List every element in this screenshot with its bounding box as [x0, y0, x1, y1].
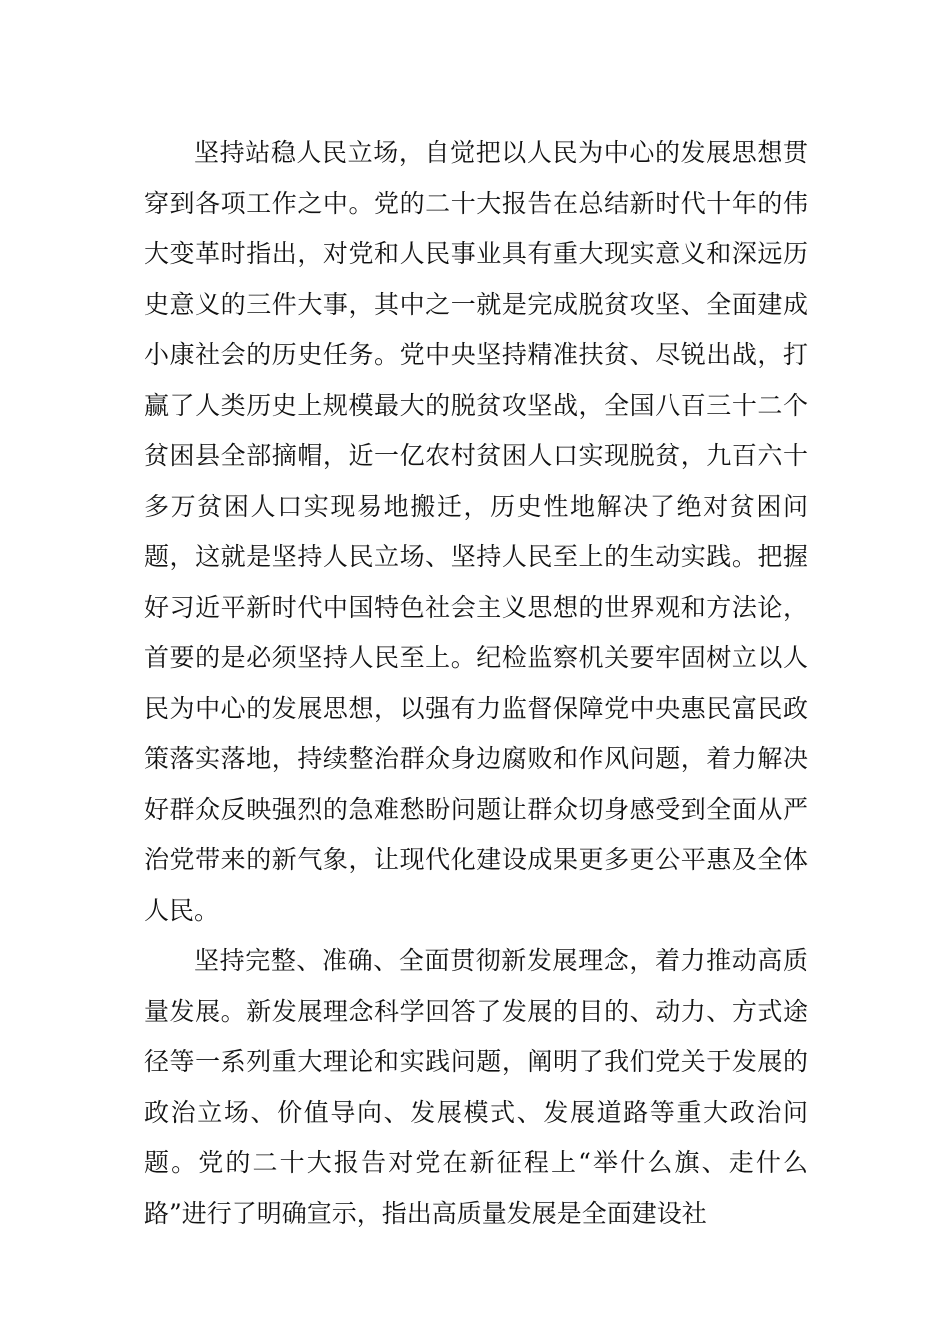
paragraph-people-centered: 坚持站稳人民立场，自觉把以人民为中心的发展思想贯穿到各项工作之中。党的二十大报告在总结新时代十年的伟大变革时指出，对党和人民事业具有重大现实意义和深远历史意义的三件大事，其中之一就是完成脱贫攻坚、全面建成小康社会的历史任务。党中央坚持精准扶贫、尽锐出战，打赢了人类历史上规模最大的脱贫攻坚战，全国八百三十二个贫困县全部摘帽，近一亿农村贫困人口实现脱贫，九百六十多万贫困人口实现易地搬迁，历史性地解决了绝对贫困问题，这就是坚持人民立场、坚持人民至上的生动实践。把握好习近平新时代中国特色社会主义思想的世界观和方法论，首要的是必须坚持人民至上。纪检监察机关要牢固树立以人民为中心的发展思想，以强有力监督保障党中央惠民富民政策落实落地，持续整治群众身边腐败和作风问题，着力解决好群众反映强烈的急难愁盼问题让群众切身感受到全面从严治党带来的新气象，让现代化建设成果更多更公平惠及全体人民。: [144, 138, 808, 925]
document-body: [144, 128, 808, 1239]
paragraph-new-development: 坚持完整、准确、全面贯彻新发展理念，着力推动高质量发展。新发展理念科学回答了发展的目的、动力、方式途径等一系列重大理论和实践问题，阐明了我们党关于发展的政治立场、价值导向、发展模式、发展道路等重大政治问题。党的二十大报告对党在新征程上“举什么旗、走什么路”进行了明确宣示，指出高质量发展是全面建设社: [144, 946, 808, 1228]
